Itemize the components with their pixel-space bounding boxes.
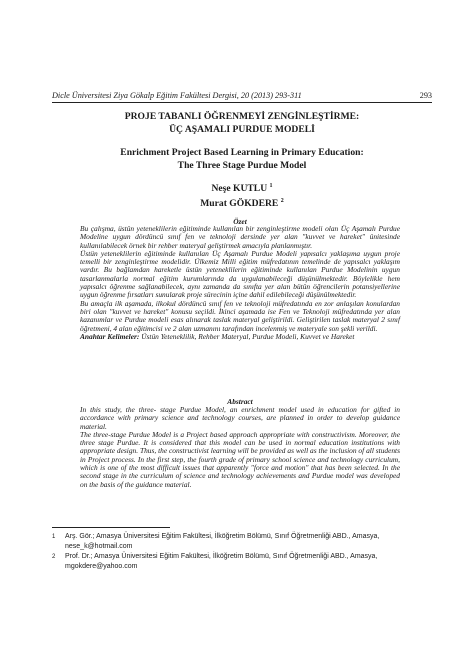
- author-name: Murat GÖKDERE: [200, 198, 279, 210]
- abstract-heading: Abstract: [227, 397, 253, 406]
- title-turkish-line-2: ÜÇ AŞAMALI PURDUE MODELİ: [169, 123, 315, 135]
- footnote-mark: 1: [52, 534, 56, 540]
- keywords-label: Anahtar Kelimeler:: [80, 331, 140, 341]
- footnote-rule: [52, 527, 170, 528]
- ozet-paragraph: Bu çalışma, üstün yeteneklilerin eğitiminde kullanılan bir zenginleştirme modeli olan Üç Aşamalı Purdue Modeline uygun dördüncü sınıf fen ve teknoloji dersinde yer alan "kuvvet ve hareket" ünitesinde kullanılabilecek örnek bir rehber materyal geliştirmek amacıyla planlanmıştır.: [80, 224, 400, 250]
- ozet-paragraph: Üstün yeteneklilerin eğitiminde kullanılan Üç Aşamalı Purdue Modeli yapısalcı yaklaşıma uygun proje temelli bir zenginleştirme modelidir. Ülkemiz Milli eğitim müfredatının temelinde de yapısalcı yaklaşım vardır. Bu bağlamdan hareketle üstün yeteneklilerin eğitiminde kullanılan Purdue Modelinin uygun tasarlanmalarla normal eğitim kurumlarında da uygulanabileceği düşünülmektedir. Böylelikle hem yapısalcı öğrenme sağlanabilecek, aynı zamanda da sınıfta yer alan bütün öğrencilerin potansiyellerine uygun öğrenme fırsatları sunularak proje sürecinin içine dahil edilebileceği düşünülmektedir.: [80, 248, 400, 300]
- author: [52, 180, 432, 195]
- author-footnote-mark: 1: [269, 183, 273, 189]
- title-english: [52, 147, 432, 172]
- footnote-text: Prof. Dr.; Amasya Üniversitesi Eğitim Fakültesi, İlköğretim Bölümü, Sınıf Öğretmenliği ABD., Amasya, mgokdere@yahoo.com: [65, 553, 378, 570]
- abstract-paragraph: The three-stage Purdue Model is a Project based approach appropriate with constructivism. Moreover, the three stage Purdue. It is considered that this model can be used in normal education institutions with appropriate design. Thus, the constructivist learning will be provided as well as the inclusion of all students in Project process. In the first step, the fourth grade of primary school science and technology curriculum, which is one of the most difficult issues that apparently "force and motion" that has been selected. In the second stage in the curriculum of science and technology achievements and Purdue model was developed on the basis of the guidance material.: [80, 429, 400, 489]
- page-number: 293: [419, 91, 432, 100]
- footnote-text: Arş. Gör.; Amasya Üniversitesi Eğitim Fakültesi, İlköğretim Bölümü, Sınıf Öğretmenliği ABD., Amasya, nese_k@hotmail.com: [65, 533, 380, 550]
- title-english-line-2: The Three Stage Purdue Model: [177, 159, 307, 171]
- footnote: [52, 532, 382, 552]
- ozet-heading: Özet: [233, 217, 247, 226]
- keywords-text: Üstün Yeteneklilik, Rehber Materyal, Purdue Modeli, Kuvvet ve Hareket: [141, 331, 355, 341]
- title-turkish: [52, 111, 432, 136]
- title-turkish-line-1: PROJE TABANLI ÖĞRENMEYİ ZENGİNLEŞTİRME:: [124, 111, 360, 122]
- author-name: Neşe KUTLU: [211, 183, 268, 195]
- journal-citation: Dicle Üniversitesi Ziya Gökalp Eğitim Fakültesi Dergisi, 20 (2013) 293-311: [52, 91, 302, 100]
- keywords: [80, 333, 400, 341]
- title-english-line-1: Enrichment Project Based Learning in Primary Education:: [120, 147, 364, 158]
- author: [52, 195, 432, 210]
- author-list: [52, 180, 432, 210]
- ozet-body: [80, 225, 400, 341]
- footnote: [52, 552, 382, 572]
- footnotes: [52, 532, 382, 572]
- running-header: [52, 91, 432, 100]
- ozet-paragraph: Bu amaçla ilk aşamada, ilkokul dördüncü sınıf fen ve teknoloji müfredatında en zor anlaşılan konulardan biri olan "kuvvet ve hareket" konusu seçildi. İkinci aşamada ise Fen ve Teknoloji müfredatında yer alan kazanımlar ve Purdue modeli esas alınarak taslak materyal geliştirildi. Geliştirilen taslak materyal 2 sınıf öğretmeni, 4 alan eğitimcisi ve 2 alan uzmanını tarafından incelenmiş ve materyale son şekli verildi.: [80, 298, 400, 333]
- header-rule: [52, 102, 432, 103]
- footnote-mark: 2: [52, 554, 56, 560]
- abstract-body: [80, 406, 400, 489]
- abstract-paragraph: In this study, the three- stage Purdue Model, an enrichment model used in education for gifted in accordance with primary science and technology courses, are planned in order to develop guidance material.: [80, 405, 400, 431]
- author-footnote-mark: 2: [280, 198, 284, 205]
